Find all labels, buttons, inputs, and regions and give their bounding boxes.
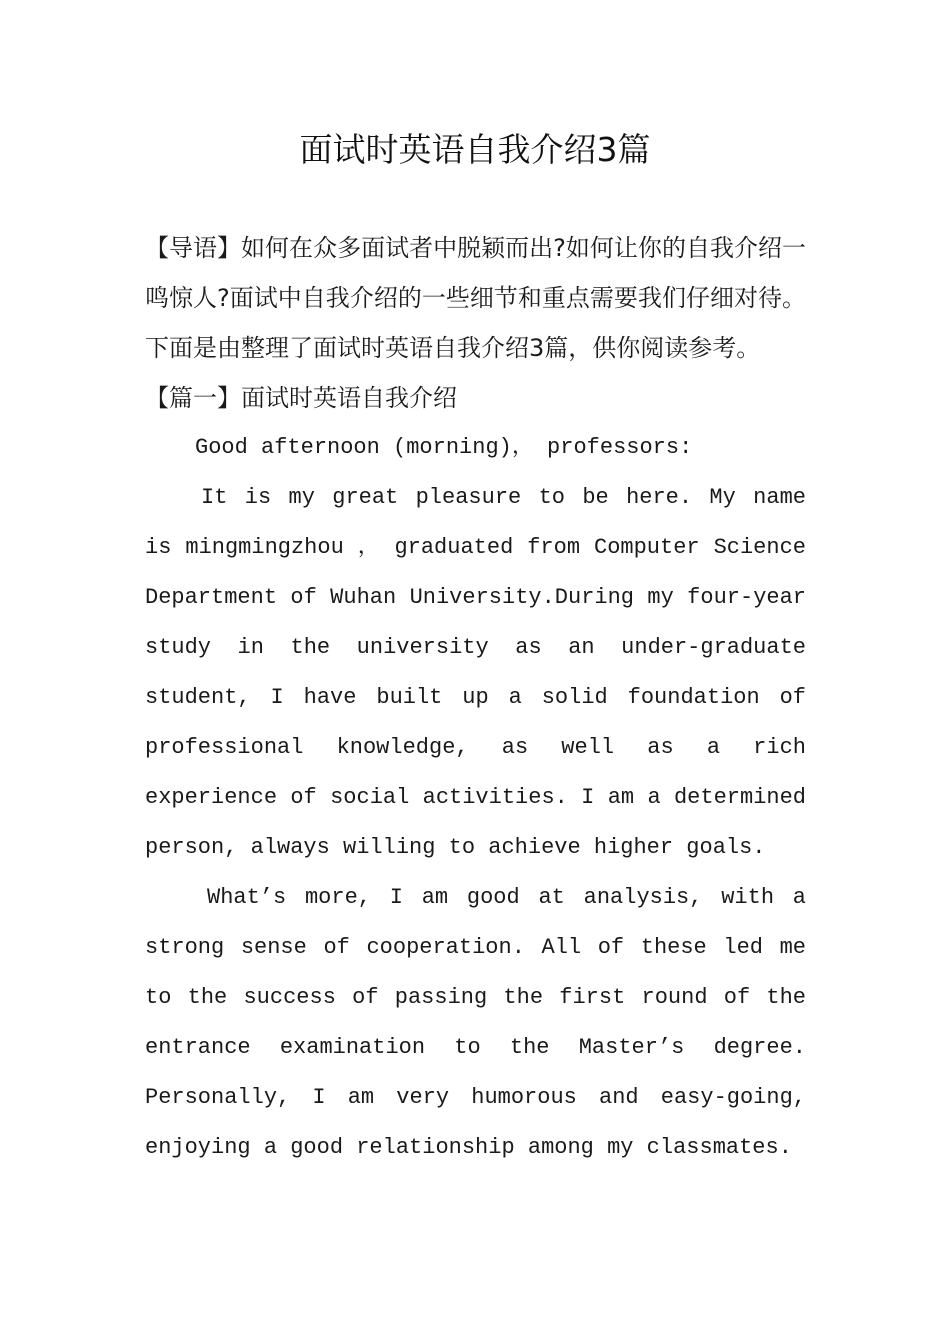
document-body [145, 223, 806, 1173]
intro-paragraph: 【导语】如何在众多面试者中脱颖而出?如何让你的自我介绍一鸣惊人?面试中自我介绍的一些细节和重点需要我们仔细对待。下面是由整理了面试时英语自我介绍3篇，供你阅读参考。 [145, 234, 806, 362]
document-title: 面试时英语自我介绍3篇 [299, 130, 651, 169]
body-paragraph-2: What’s more, I am good at analysis, with a strong sense of cooperation. All of these led me to the success of passing the first round of the entrance examination to the Master’s degree. Personally, I am very humorous and easy-going, enjoying a good relationship among my classmates. [145, 885, 806, 1160]
section-heading: 【篇一】面试时英语自我介绍 [145, 384, 457, 412]
body-paragraph-1: It is my great pleasure to be here. My name is mingmingzhou ， graduated from Computer Science Department of Wuhan University.During my four-year study in the university as an under-graduate student, I have built up a solid foundation of professional knowledge, as well as a rich experience of social activities. I am a determined person, always willing to achieve higher goals. [145, 485, 806, 860]
greeting-line: Good afternoon (morning)， professors: [195, 435, 693, 460]
